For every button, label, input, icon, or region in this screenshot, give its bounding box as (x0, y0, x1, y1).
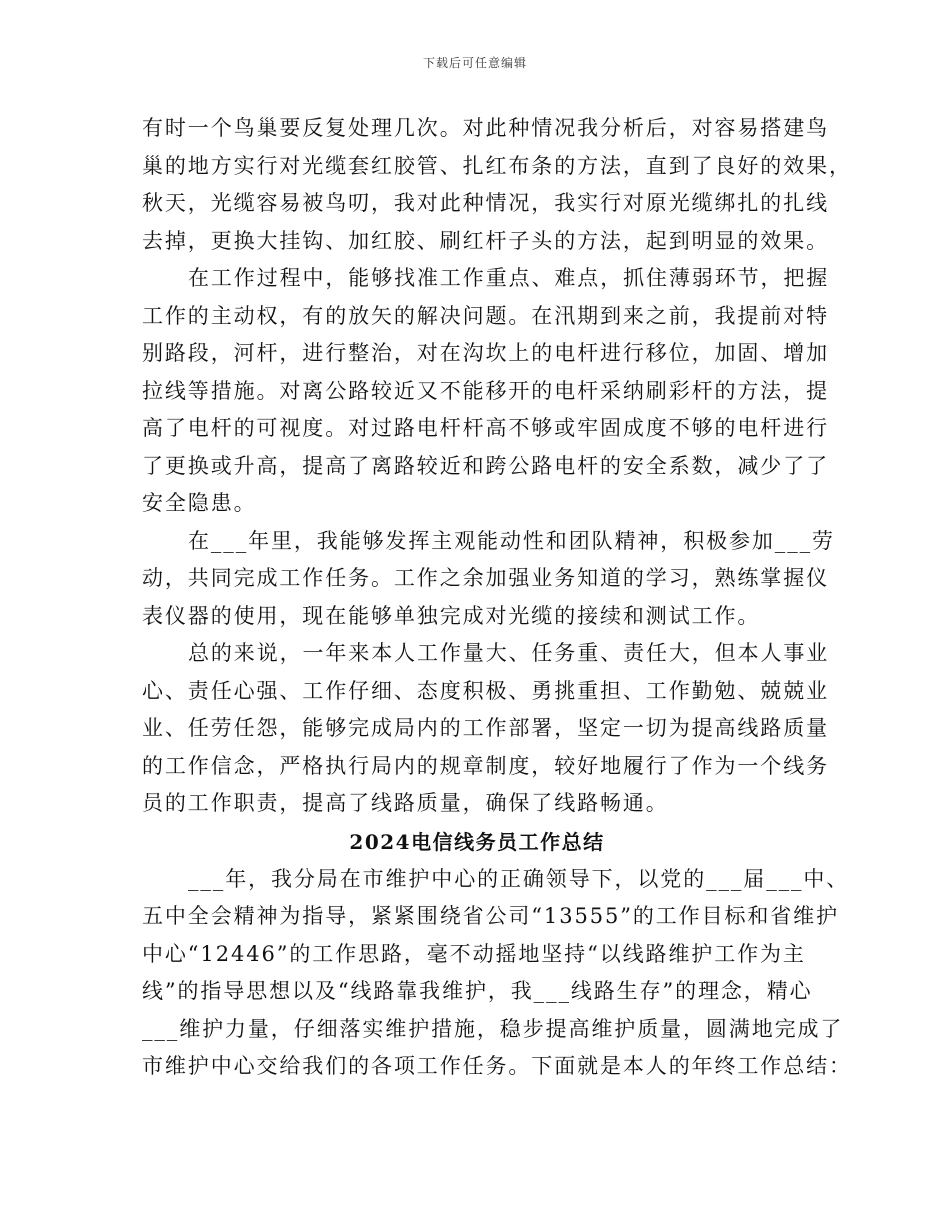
text-line: 有时一个鸟巢要反复处理几次。对此种情况我分析后，对容易搭建鸟 (142, 116, 829, 140)
text-line: 安全隐患。 (142, 491, 257, 515)
paragraph (142, 861, 852, 1086)
paragraph (142, 110, 852, 260)
text-line: 心、责任心强、工作仔细、态度积极、勇挑重担、工作勤勉、兢兢业 (142, 678, 829, 703)
text-line: 五中全会精神为指导，紧紧围绕省公司“13555”的工作目标和省维护 (142, 904, 839, 928)
text-line: 中心“12446”的工作思路，毫不动摇地坚持“以线路维护工作为主 (142, 941, 806, 966)
text-line: 动，共同完成工作任务。工作之余加强业务知道的学习，熟练掌握仪 (142, 566, 829, 590)
text-line: 巢的地方实行对光缆套红胶管、扎红布条的方法，直到了良好的效果， (142, 153, 852, 178)
text-line: 在___年里，我能够发挥主观能动性和团队精神，积极参加___劳 (188, 528, 835, 553)
paragraph (142, 635, 830, 823)
paragraph (142, 523, 835, 636)
text-line: 了更换或升高，提高了离路较近和跨公路电杆的安全系数，减少了了 (142, 453, 829, 478)
text-line: 表仪器的使用，现在能够单独完成对光缆的接续和测试工作。 (142, 603, 761, 628)
text-line: 高了电杆的可视度。对过路电杆杆高不够或牢固成度不够的电杆进行 (142, 416, 829, 440)
text-line: 市维护中心交给我们的各项工作任务。下面就是本人的年终工作总结： (142, 1054, 852, 1078)
text-line: 线”的指导思想以及“线路靠我维护，我___线路生存”的理念，精心 (142, 979, 813, 1003)
text-line: 拉线等措施。对离公路较近又不能移开的电杆采纳刷彩杆的方法，提 (142, 378, 829, 403)
text-line: 去掉，更换大挂钩、加红胶、刷红杆子头的方法，起到明显的效果。 (142, 228, 829, 253)
text-line: 总的来说，一年来本人工作量大、任务重、责任大，但本人事业 (188, 641, 830, 665)
text-line: 的工作信念，严格执行局内的规章制度，较好地履行了作为一个线务 (142, 753, 829, 778)
document-body (142, 110, 852, 1086)
text-line: ___维护力量，仔细落实维护措施，稳步提高维护质量，圆满地完成了 (142, 1016, 844, 1041)
text-line: 在工作过程中，能够找准工作重点、难点，抓住薄弱环节，把握 (188, 266, 830, 290)
text-line: ___年，我分局在市维护中心的正确领导下，以党的___届___中、 (188, 866, 850, 891)
section-part-2 (142, 861, 852, 1086)
text-line: 业、任劳任怨，能够完成局内的工作部署，坚定一切为提高线路质量 (142, 716, 829, 740)
section-part-1 (142, 110, 852, 823)
page-header: 下载后可任意编辑 (422, 56, 527, 70)
text-line: 工作的主动权，有的放矢的解决问题。在汛期到来之前，我提前对特 (142, 303, 829, 328)
text-line: 员的工作职责，提高了线路质量，确保了线路畅通。 (142, 791, 669, 815)
section-title: 2024电信线务员工作总结 (349, 829, 605, 854)
text-line: 别路段，河杆，进行整治，对在沟坎上的电杆进行移位，加固、增加 (142, 341, 829, 365)
text-line: 秋天，光缆容易被鸟叨，我对此种情况，我实行对原光缆绑扎的扎线 (142, 191, 829, 215)
paragraph (142, 260, 830, 523)
